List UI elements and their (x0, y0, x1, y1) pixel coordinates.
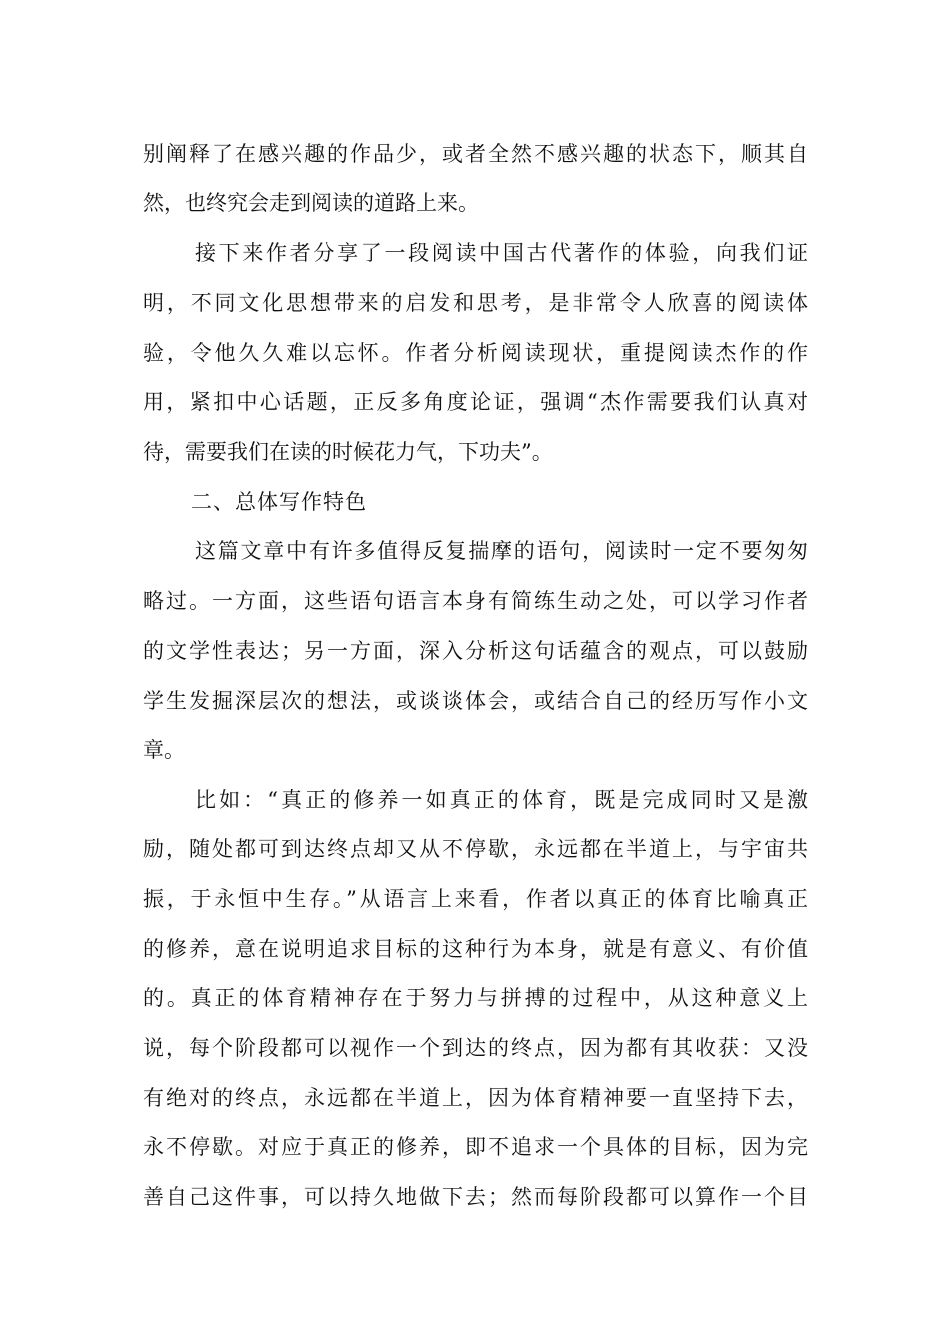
text-line: 验，令他久久难以忘怀。作者分析阅读现状，重提阅读杰作的作 (143, 341, 808, 365)
text-line: 的文学性表达；另一方面，深入分析这句话蕴含的观点，可以鼓励 (143, 639, 808, 663)
section-heading: 二、总体写作特色 (191, 490, 367, 514)
paragraph-first-line: 接下来作者分享了一段阅读中国古代著作的体验，向我们证 (195, 241, 808, 265)
text-line: 善自己这件事，可以持久地做下去；然而每阶段都可以算作一个目 (143, 1185, 808, 1209)
paragraph-first-line: 比如：“真正的修养一如真正的体育，既是完成同时又是激 (195, 788, 808, 812)
text-line: 章。 (143, 738, 185, 762)
text-line: 励，随处都可到达终点却又从不停歇，永远都在半道上，与宇宙共 (143, 837, 808, 861)
text-line: 振，于永恒中生存。”从语言上来看，作者以真正的体育比喻真正 (143, 887, 808, 911)
paragraph-first-line: 这篇文章中有许多值得反复揣摩的语句，阅读时一定不要匆匆 (195, 539, 808, 563)
text-line: 的。真正的体育精神存在于努力与拼搏的过程中，从这种意义上 (143, 986, 808, 1010)
text-line: 说，每个阶段都可以视作一个到达的终点，因为都有其收获：又没 (143, 1036, 808, 1060)
text-line: 别阐释了在感兴趣的作品少，或者全然不感兴趣的状态下，顺其自 (143, 142, 808, 166)
text-line: 用，紧扣中心话题，正反多角度论证，强调“杰作需要我们认真对 (143, 390, 808, 414)
text-line: 的修养，意在说明追求目标的这种行为本身，就是有意义、有价值 (143, 937, 808, 961)
text-line: 略过。一方面，这些语句语言本身有简练生动之处，可以学习作者 (143, 589, 808, 613)
text-line: 有绝对的终点，永远都在半道上，因为体育精神要一直坚持下去， (143, 1086, 808, 1110)
text-line: 明，不同文化思想带来的启发和思考，是非常令人欣喜的阅读体 (143, 291, 808, 315)
text-line: 永不停歇。对应于真正的修养，即不追求一个具体的目标，因为完 (143, 1135, 808, 1159)
text-line: 待，需要我们在读的时候花力气，下功夫”。 (143, 440, 553, 464)
text-line: 学生发掘深层次的想法，或谈谈体会，或结合自己的经历写作小文 (143, 689, 808, 713)
text-line: 然，也终究会走到阅读的道路上来。 (143, 191, 479, 215)
